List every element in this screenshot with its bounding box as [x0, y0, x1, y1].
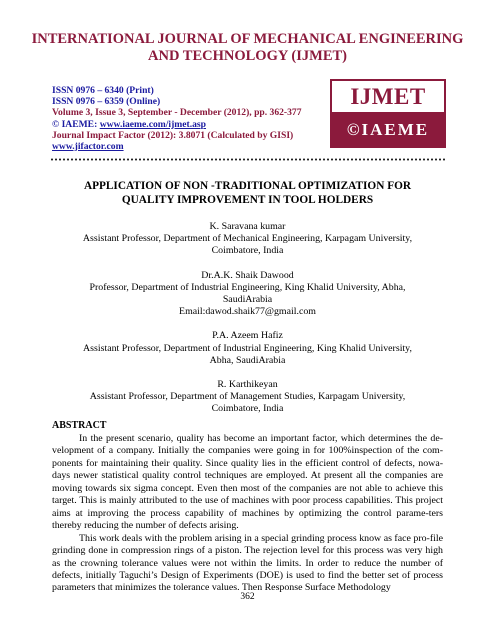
author-affiliation: Assistant Professor, Department of Mechanical Engineering, Karpagam University,: [82, 233, 413, 245]
volume-info: Volume 3, Issue 3, September - December (2012), pp. 362-377: [52, 107, 302, 119]
paper-title-line2: QUALITY IMPROVEMENT IN TOOL HOLDERS: [121, 193, 374, 206]
author-name: Dr.A.K. Shaik Dawood: [201, 269, 294, 281]
iaeme-link[interactable]: www.iaeme.com/ijmet.asp: [99, 118, 206, 130]
impact-factor: Journal Impact Factor (2012): 3.8071 (Calculated by GISI): [52, 129, 294, 141]
author-name: R. Karthikeyan: [217, 379, 278, 391]
abstract-body: [52, 433, 443, 595]
abstract-paragraph: This work deals with the problem arising in a special grinding process know as face pro-file grinding done in compression rings of a piston. The rejection level for this process was very high as the crowning tolerance values were not within the limits. In order to reduce the number of defects, initially Taguchi’s Design of Experiments (DOE) is used to find the better set of process parameters that minimizes the tolerance values. Then Response Surface Methodology: [52, 532, 443, 594]
iaeme-line: [52, 119, 302, 130]
author-affiliation: Professor, Department of Industrial Engineering, King Khalid University, Abha,: [89, 281, 406, 293]
author-affiliation: Assistant Professor, Department of Industrial Engineering, King Khalid University,: [83, 342, 412, 354]
journal-title: [0, 31, 495, 65]
logo-top-text: IJMET: [332, 81, 444, 114]
journal-metadata: [52, 85, 302, 152]
author-list: [60, 221, 435, 428]
logo-bottom-text: ©IAEME: [332, 114, 444, 146]
author-block: [60, 221, 435, 258]
dotted-separator: [50, 158, 445, 161]
iaeme-prefix: © IAEME:: [52, 118, 100, 130]
journal-title-line2: AND TECHNOLOGY (IJMET): [148, 48, 347, 64]
ijmet-logo: [330, 79, 446, 148]
author-name: P.A. Azeem Hafiz: [212, 330, 283, 342]
author-block: [60, 270, 435, 319]
paper-title-line1: APPLICATION OF NON -TRADITIONAL OPTIMIZATION FOR: [83, 180, 412, 192]
abstract-heading: ABSTRACT: [52, 420, 107, 431]
author-name: K. Saravana kumar: [209, 221, 286, 232]
author-block: [60, 330, 435, 367]
author-affiliation: Coimbatore, India: [211, 245, 284, 257]
issn-online: ISSN 0976 – 6359 (Online): [52, 96, 161, 108]
author-email: Email:dawod.shaik77@gmail.com: [179, 306, 316, 318]
issn-print: ISSN 0976 – 6340 (Print): [52, 85, 154, 96]
author-affiliation: SaudiArabia: [222, 294, 273, 306]
paper-title: [0, 180, 495, 207]
author-affiliation: Assistant Professor, Department of Management Studies, Karpagam University,: [89, 391, 406, 403]
author-block: [60, 379, 435, 416]
author-affiliation: Abha, SaudiArabia: [209, 354, 286, 366]
author-affiliation: Coimbatore, India: [211, 403, 284, 415]
journal-title-line1: INTERNATIONAL JOURNAL OF MECHANICAL ENGINEERING: [31, 31, 464, 47]
abstract-paragraph: In the present scenario, quality has become an important factor, which determines the de-velopment of a company. Initially the companies were going in for 100%inspection of the com-ponents for maintaining their quality. Since quality lies in the efficient control of defects, nowa-days newer statistical quality control techniques are employed. At present all the companies are moving towards six sigma concept. Even then most of the companies are not able to achieve this target. This is mainly attributed to the use of machines with poor process capabilities. This project aims at improving the process capability of machines by optimizing the control parame-ters thereby reducing the number of defects arising.: [52, 433, 443, 532]
page-number: 362: [240, 592, 255, 602]
jifactor-link[interactable]: www.jifactor.com: [52, 141, 124, 153]
